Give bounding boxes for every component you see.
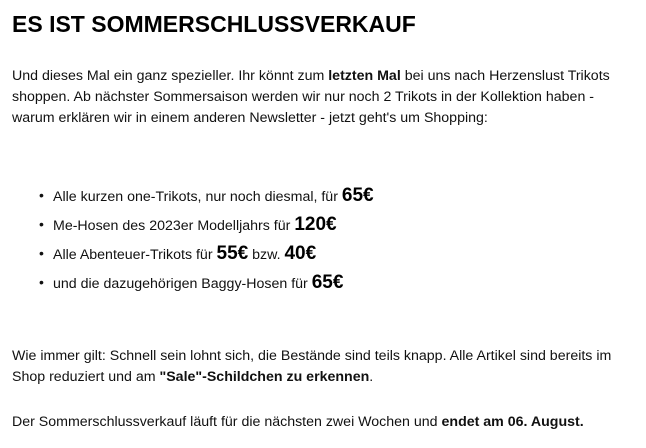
offer-separator: bzw. — [248, 247, 285, 263]
offer-label: Alle Abenteuer-Trikots für — [53, 247, 217, 263]
bullet-icon: • — [39, 187, 44, 203]
offer-price: 55€ — [216, 243, 249, 264]
end-date-paragraph — [12, 412, 638, 433]
sale-info-text-1: Wie immer gilt: Schnell sein lohnt sich, die Bestände sind teils knapp. Alle Artikel sind bereits im Shop reduziert und am — [12, 348, 612, 385]
offer-price: 65€ — [311, 272, 344, 293]
offer-item — [39, 181, 374, 210]
offer-price: 120€ — [294, 214, 337, 235]
offer-price-alt: 40€ — [284, 243, 317, 264]
newsletter-title: ES IST SOMMERSCHLUSSVERKAUF — [12, 11, 416, 37]
offer-label: Alle kurzen one-Trikots, nur noch diesmal, für — [53, 189, 342, 205]
intro-text-1: Und dieses Mal ein ganz spezieller. Ihr könnt zum — [12, 68, 329, 84]
sale-info-text-2: . — [369, 369, 374, 385]
offer-item-text — [53, 243, 317, 264]
bullet-icon: • — [39, 216, 44, 232]
intro-text-2: bei uns nach Herzenslust Trikots shoppen. Ab nächster Sommersaison werden wir nur noch 2 Trikots in der Kollektion haben - warum erklären wir in einem anderen Newsletter - jetzt geht's um Shopping: — [12, 68, 610, 126]
intro-paragraph — [12, 66, 638, 129]
end-date-emphasis: endet am 06. August. — [441, 414, 584, 430]
intro-bold-emphasis: letzten Mal — [328, 68, 401, 84]
end-date-text: Der Sommerschlussverkauf läuft für die nächsten zwei Wochen und — [12, 414, 442, 430]
offer-label: und die dazugehörigen Baggy-Hosen für — [53, 276, 312, 292]
offer-item — [40, 210, 361, 239]
bullet-icon: • — [39, 245, 44, 261]
bullet-icon: • — [39, 274, 44, 290]
offer-list — [39, 181, 374, 297]
offer-item-text — [53, 214, 337, 235]
sale-tag-emphasis: "Sale"-Schildchen zu erkennen — [159, 369, 370, 385]
offer-item — [40, 239, 361, 268]
sale-info-paragraph — [12, 346, 638, 388]
offer-item-text — [53, 272, 344, 293]
offer-item — [40, 268, 361, 297]
offer-item-text — [53, 185, 374, 206]
offer-label: Me-Hosen des 2023er Modelljahrs für — [53, 218, 295, 234]
offer-price: 65€ — [341, 185, 374, 206]
